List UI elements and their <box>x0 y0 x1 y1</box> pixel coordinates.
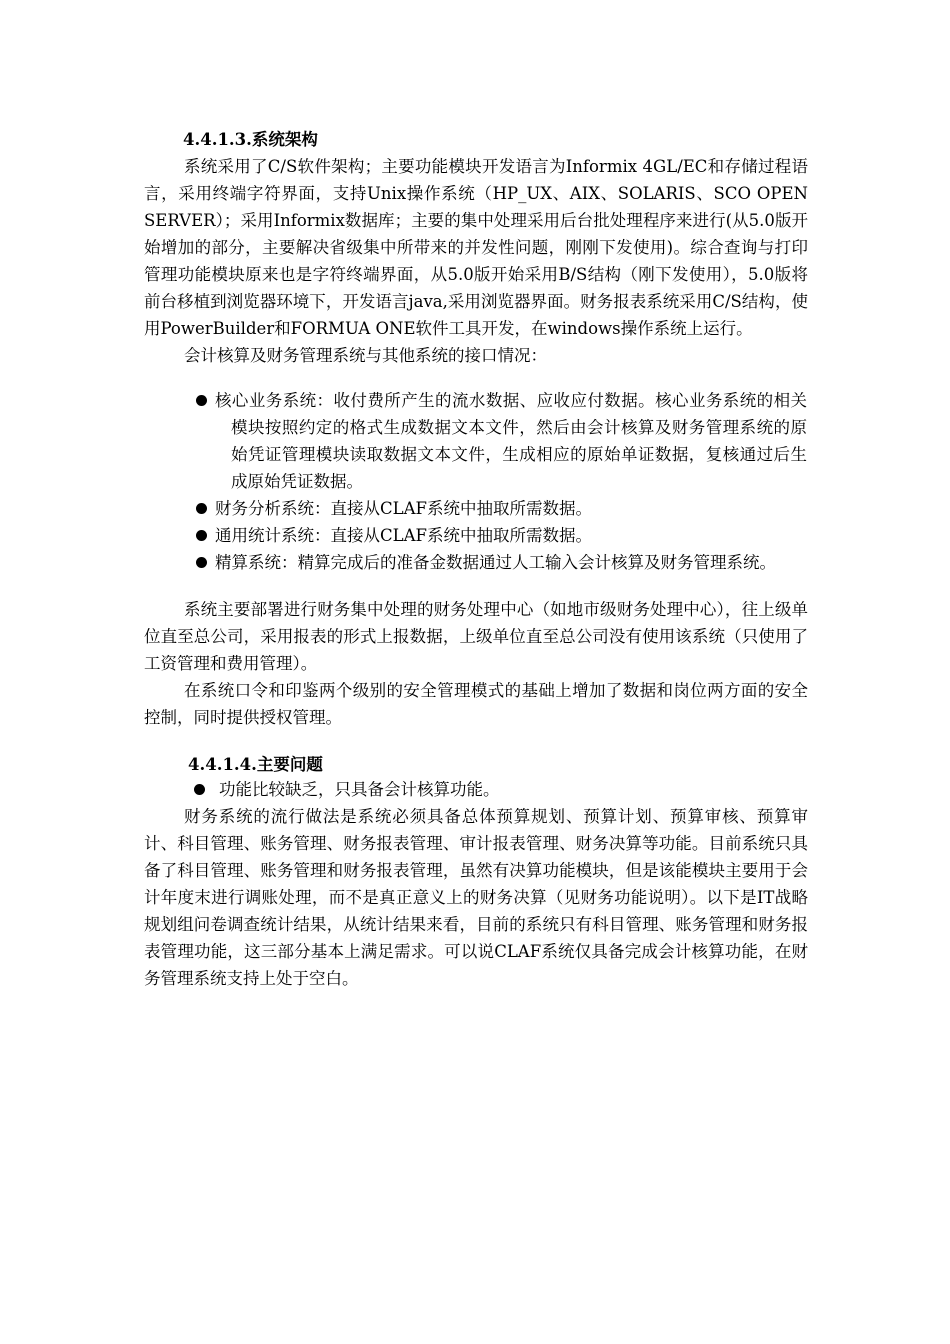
problem-bullet <box>194 776 806 803</box>
problems-section <box>144 803 808 992</box>
deployment-section <box>144 596 808 731</box>
list-item <box>195 549 807 576</box>
architecture-section <box>144 153 808 369</box>
list-item <box>195 387 807 495</box>
list-item-text: 财务分析系统：直接从CLAF系统中抽取所需数据。 <box>215 499 592 518</box>
section-heading-4-4-1-4: 4.4.1.4.主要问题 <box>188 755 323 774</box>
problem-bullet-text: 功能比较缺乏，只具备会计核算功能。 <box>219 780 500 799</box>
section-heading-4-4-1-3: 4.4.1.3.系统架构 <box>183 130 318 149</box>
interface-intro: 会计核算及财务管理系统与其他系统的接口情况： <box>184 346 547 365</box>
list-item-text: 核心业务系统：收付费所产生的流水数据、应收应付数据。核心业务系统的相关模块按照约定的格式生成数据文本文件，然后由会计核算及财务管理系统的原始凭证管理模块读取数据文本文件，生成相应的原始单证数据，复核通过后生成原始凭证数据。 <box>215 391 807 491</box>
bullet-icon <box>194 784 205 795</box>
bullet-icon <box>196 530 207 541</box>
list-item-text: 通用统计系统：直接从CLAF系统中抽取所需数据。 <box>215 526 592 545</box>
problems-paragraph: 财务系统的流行做法是系统必须具备总体预算规划、预算计划、预算审核、预算审计、科目管理、账务管理、财务报表管理、审计报表管理、财务决算等功能。目前系统只具备了科目管理、账务管理和财务报表管理，虽然有决算功能模块，但是该能模块主要用于会计年度末进行调账处理，而不是真正意义上的财务决算（见财务功能说明）。以下是IT战略规划组问卷调查统计结果，从统计结果来看，目前的系统只有科目管理、账务管理和财务报表管理功能，这三部分基本上满足需求。可以说CLAF系统仅具备完成会计核算功能，在财务管理系统支持上处于空白。 <box>144 807 808 988</box>
interface-list <box>195 387 807 576</box>
bullet-icon <box>196 395 207 406</box>
bullet-icon <box>196 503 207 514</box>
deployment-paragraph: 系统主要部署进行财务集中处理的财务处理中心（如地市级财务处理中心），往上级单位直至总公司，采用报表的形式上报数据，上级单位直至总公司没有使用该系统（只使用了工资管理和费用管理）。 <box>144 600 808 673</box>
list-item <box>195 495 807 522</box>
list-item-text: 精算系统：精算完成后的准备金数据通过人工输入会计核算及财务管理系统。 <box>215 553 776 572</box>
security-paragraph: 在系统口令和印鉴两个级别的安全管理模式的基础上增加了数据和岗位两方面的安全控制，同时提供授权管理。 <box>144 681 808 727</box>
bullet-icon <box>196 557 207 568</box>
architecture-paragraph: 系统采用了C/S软件架构；主要功能模块开发语言为Informix 4GL/EC和存储过程语言，采用终端字符界面，支持Unix操作系统（HP_UX、AIX、SOLARIS、SCO OPEN SERVER）；采用Informix数据库；主要的集中处理采用后台批处理程序来进行(从5.0版开始增加的部分，主要解决省级集中所带来的并发性问题，刚刚下发使用)。综合查询与打印管理功能模块原来也是字符终端界面，从5.0版开始采用B/S结构（刚下发使用），5.0版将前台移植到浏览器环境下，开发语言java,采用浏览器界面。财务报表系统采用C/S结构，使用PowerBuilder和FORMUA ONE软件工具开发，在windows操作系统上运行。 <box>144 157 808 338</box>
list-item <box>195 522 807 549</box>
